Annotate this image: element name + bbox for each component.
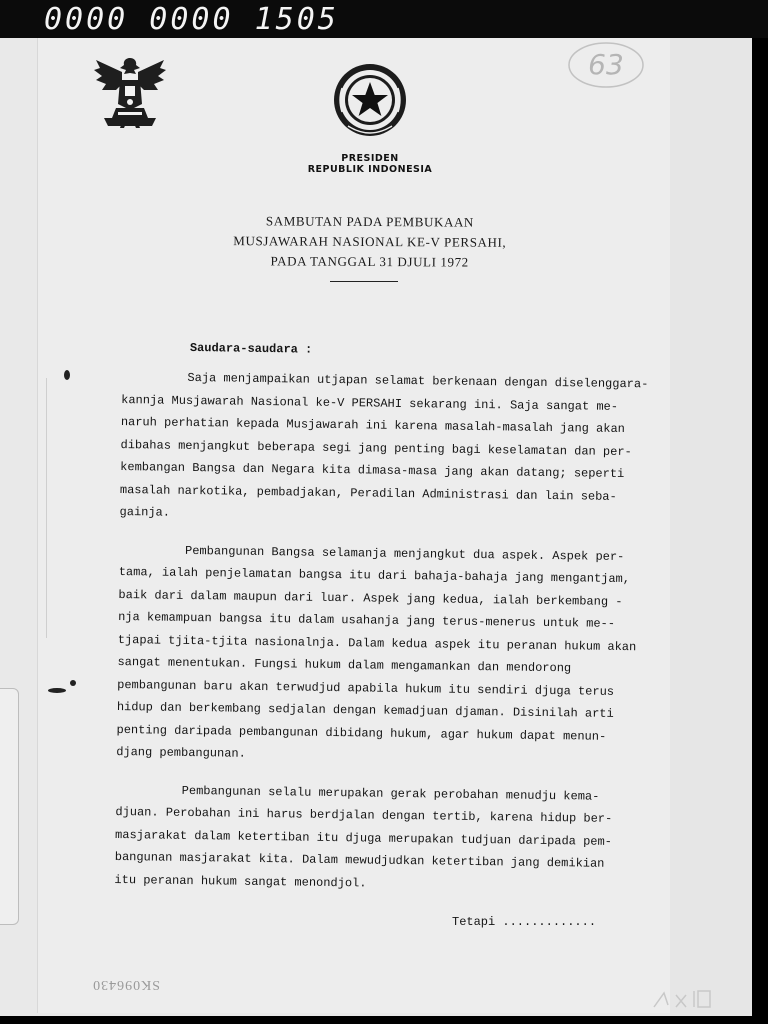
text-line: Pembangunan Bangsa selamanja menjangkut dua aspek. Aspek per- (184, 543, 625, 564)
text-line: djuan. Perobahan ini harus berdjalan dengan tertib, karena hidup ber- (115, 804, 613, 826)
paragraph (119, 366, 649, 530)
text-line: tjapai tjita-tjita nasionalnja. Dalam kedua aspek itu peranan hukum akan (117, 632, 637, 654)
ink-smudge (64, 370, 70, 380)
text-line: tama, ialah penjelamatan bangsa itu dari bahaja-bahaja jang mengantjam, (118, 564, 631, 587)
presidential-seal-icon (328, 60, 412, 142)
fold-mark (46, 378, 79, 638)
text-line: nja kemampuan bangsa itu dalam usahanja jang terus-menerus untuk me-- (118, 609, 616, 631)
text-line: baik dari dalam maupun dari luar. Aspek jang kedua, ialah berkembang - (118, 587, 623, 609)
garuda-emblem-icon (90, 52, 170, 134)
text-line: gainja. (119, 504, 171, 520)
text-line: pembangunan baru akan terwudjud apabila hukum itu sendiri djuga terus (117, 677, 615, 699)
heading-line: MUSJAWARAH NASIONAL KE-V PERSAHI, (233, 233, 507, 250)
corner-marks (650, 985, 720, 1011)
text-line: naruh perhatian kepada Musjawarah ini karena masalah-masalah jang akan (120, 414, 625, 437)
letterhead-subtitle: REPUBLIK INDONESIA (307, 164, 433, 175)
film-frame-counter: 0000 0000 1505 (44, 2, 339, 37)
paragraph (114, 778, 616, 897)
ink-smudge (48, 688, 66, 693)
speech-heading (200, 211, 540, 273)
text-line: penting daripada pembangunan dibidang hukum, agar hukum dapat menun- (116, 722, 607, 744)
text-line: bangunan masjarakat kita. Dalam mewudjudkan ketertiban jang demikian (114, 849, 605, 871)
film-strip (0, 0, 768, 38)
heading-line: SAMBUTAN PADA PEMBUKAAN (265, 213, 475, 230)
speech-body (114, 340, 649, 913)
text-line: itu peranan hukum sangat menondjol. (114, 872, 367, 890)
text-line: djang pembangunan. (116, 744, 246, 761)
paper-edge (670, 38, 752, 1016)
text-line: kannja Musjawarah Nasional ke-V PERSAHI sekarang ini. Saja sangat me- (121, 392, 619, 414)
letterhead-title: PRESIDEN (341, 153, 399, 164)
text-line: Saja menjampaikan utjapan selamat berkenaan dengan diselenggara- (187, 370, 649, 392)
text-line: kembangan Bangsa dan Negara kita dimasa-masa jang akan datang; seperti (120, 459, 625, 482)
archive-code: SK096430 (92, 977, 160, 992)
ink-smudge (70, 680, 76, 686)
text-line: Pembangunan selalu merupakan gerak perobahan menudju kema- (181, 783, 600, 804)
text-line: sangat menentukan. Fungsi hukum dalam mengamankan dan mendorong (117, 654, 572, 676)
page-number-text: 63 (588, 48, 624, 81)
text-line: masjarakat dalam ketertiban itu djuga merupakan tudjuan daripada pem- (114, 827, 613, 849)
heading-line: PADA TANGGAL 31 DJULI 1972 (270, 253, 469, 270)
paragraph (116, 538, 637, 770)
letterhead (270, 153, 470, 175)
page-number-annotation (566, 40, 646, 90)
text-line: dibahas menjangkut beberapa segi jang penting bagi keselamatan dan per- (120, 437, 632, 459)
text-line: hidup dan berkembang sedjalan dengan kemadjuan djaman. Disinilah arti (116, 699, 614, 721)
binder-tab (0, 688, 19, 925)
continuation-note: Tetapi ............. (452, 915, 597, 929)
film-border-bottom (0, 1016, 768, 1024)
text-line: masalah narkotika, pembadjakan, Peradilan Administrasi dan lain seba- (119, 482, 617, 504)
heading-underline (330, 281, 398, 282)
salutation: Saudara-saudara : (189, 340, 313, 357)
